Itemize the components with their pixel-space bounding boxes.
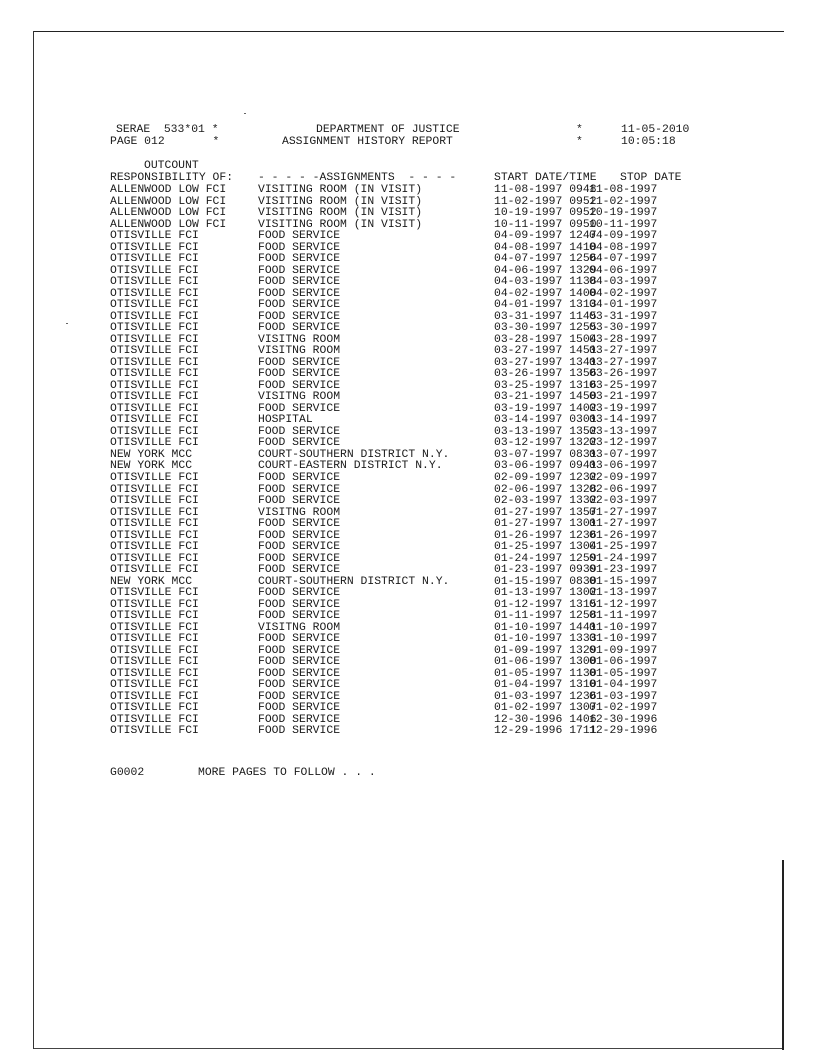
header-star: * (576, 136, 583, 148)
stop-date-cell: 03-07-1997 (589, 448, 658, 461)
responsibility-cell: NEW YORK MCC (110, 575, 193, 588)
report-date: 11-05-2010 (621, 124, 690, 136)
assignment-cell: FOOD SERVICE (258, 483, 341, 496)
start-datetime-cell: 04-02-1997 1400 (494, 287, 597, 300)
stop-date-cell: 03-06-1997 (589, 460, 658, 473)
stop-date-cell: 01-10-1997 (589, 633, 658, 646)
responsibility-cell: OTISVILLE FCI (110, 287, 199, 300)
responsibility-cell: OTISVILLE FCI (110, 552, 199, 565)
responsibility-cell: OTISVILLE FCI (110, 264, 199, 277)
responsibility-cell: OTISVILLE FCI (110, 356, 199, 369)
responsibility-cell: OTISVILLE FCI (110, 333, 199, 346)
responsibility-cell: OTISVILLE FCI (110, 345, 199, 358)
responsibility-cell: OTISVILLE FCI (110, 644, 199, 657)
stop-date-cell: 01-05-1997 (589, 667, 658, 680)
assignment-cell: FOOD SERVICE (258, 541, 341, 554)
start-datetime-cell: 03-21-1997 1450 (494, 391, 597, 404)
responsibility-cell: OTISVILLE FCI (110, 598, 199, 611)
responsibility-cell: ALLENWOOD LOW FCI (110, 207, 227, 220)
responsibility-cell: OTISVILLE FCI (110, 241, 199, 254)
footer-code: G0002 (110, 767, 145, 779)
assignment-cell: FOOD SERVICE (258, 276, 341, 289)
stop-date-cell: 01-04-1997 (589, 679, 658, 692)
start-datetime-cell: 04-03-1997 1138 (494, 276, 597, 289)
start-datetime-cell: 01-02-1997 1307 (494, 702, 597, 715)
stop-date-cell: 01-11-1997 (589, 610, 658, 623)
stop-date-cell: 03-27-1997 (589, 356, 658, 369)
stop-date-cell: 04-01-1997 (589, 299, 658, 312)
stop-date-cell: 01-27-1997 (589, 518, 658, 531)
assignment-cell: FOOD SERVICE (258, 472, 341, 484)
assignment-cell: FOOD SERVICE (258, 529, 341, 542)
assignment-cell: VISITNG ROOM (258, 333, 341, 346)
responsibility-cell: OTISVILLE FCI (110, 391, 199, 404)
page-border-right (782, 860, 784, 1050)
stop-date-cell: 01-09-1997 (589, 644, 658, 657)
assignment-cell: VISITING ROOM (IN VISIT) (258, 195, 423, 208)
responsibility-cell: OTISVILLE FCI (110, 472, 199, 484)
assignment-cell: COURT-EASTERN DISTRICT N.Y. (258, 460, 443, 473)
start-datetime-cell: 01-12-1997 1315 (494, 598, 597, 611)
start-datetime-cell: 03-30-1997 1255 (494, 322, 597, 335)
stop-date-cell: 04-02-1997 (589, 287, 658, 300)
assignment-cell: FOOD SERVICE (258, 299, 341, 312)
stop-date-cell: 04-09-1997 (589, 230, 658, 243)
stop-date-cell: 10-19-1997 (589, 207, 658, 220)
stop-date-cell: 03-28-1997 (589, 333, 658, 346)
responsibility-cell: ALLENWOOD LOW FCI (110, 218, 227, 231)
assignment-cell: COURT-SOUTHERN DISTRICT N.Y. (258, 575, 450, 588)
start-datetime-cell: 01-06-1997 1300 (494, 656, 597, 669)
start-datetime-cell: 01-23-1997 0939 (494, 564, 597, 577)
assignment-cell: FOOD SERVICE (258, 402, 341, 415)
start-datetime-cell: 11-08-1997 0948 (494, 184, 597, 196)
stop-date-cell: 03-13-1997 (589, 425, 658, 438)
stop-date-cell: 12-29-1996 (589, 725, 658, 738)
start-datetime-cell: 04-08-1997 1410 (494, 241, 597, 254)
start-datetime-cell: 03-06-1997 0941 (494, 460, 597, 473)
assignment-cell: FOOD SERVICE (258, 310, 341, 323)
responsibility-cell: OTISVILLE FCI (110, 506, 199, 519)
stop-date-cell: 03-12-1997 (589, 437, 658, 450)
assignment-cell: FOOD SERVICE (258, 644, 341, 657)
start-datetime-cell: 01-26-1997 1236 (494, 529, 597, 542)
responsibility-cell: OTISVILLE FCI (110, 587, 199, 600)
start-datetime-cell: 01-13-1997 1302 (494, 587, 597, 600)
assignment-cell: FOOD SERVICE (258, 379, 341, 392)
stop-date-cell: 01-02-1997 (589, 702, 658, 715)
assignment-cell: FOOD SERVICE (258, 425, 341, 438)
responsibility-cell: OTISVILLE FCI (110, 529, 199, 542)
assignment-cell: VISITNG ROOM (258, 621, 341, 634)
page-border-left (33, 31, 34, 1049)
start-datetime-cell: 04-01-1997 1313 (494, 299, 597, 312)
scan-speck (66, 323, 68, 324)
responsibility-cell: OTISVILLE FCI (110, 276, 199, 289)
start-datetime-cell: 03-31-1997 1145 (494, 310, 597, 323)
start-datetime-cell: 01-25-1997 1304 (494, 541, 597, 554)
assignment-cell: VISITNG ROOM (258, 506, 341, 519)
stop-date-cell: 03-14-1997 (589, 414, 658, 427)
stop-date-cell: 02-06-1997 (589, 483, 658, 496)
assignment-cell: FOOD SERVICE (258, 610, 341, 623)
responsibility-cell: OTISVILLE FCI (110, 725, 199, 738)
stop-date-cell: 01-15-1997 (589, 575, 658, 588)
start-header: START DATE/TIME (494, 172, 597, 184)
stop-date-cell: 02-09-1997 (589, 472, 658, 484)
assignment-cell: FOOD SERVICE (258, 241, 341, 254)
assignment-cell: FOOD SERVICE (258, 253, 341, 266)
footer-line (110, 767, 376, 780)
responsibility-cell: OTISVILLE FCI (110, 541, 199, 554)
responsibility-cell: ALLENWOOD LOW FCI (110, 184, 227, 196)
responsibility-cell: OTISVILLE FCI (110, 437, 199, 450)
start-datetime-cell: 01-05-1997 1130 (494, 667, 597, 680)
stop-date-cell: 10-11-1997 (589, 218, 658, 231)
responsibility-cell: ALLENWOOD LOW FCI (110, 195, 227, 208)
assignment-cell: FOOD SERVICE (258, 702, 341, 715)
assignment-cell: FOOD SERVICE (258, 322, 341, 335)
page-border-top (34, 31, 784, 32)
responsibility-cell: OTISVILLE FCI (110, 483, 199, 496)
report-title: ASSIGNMENT HISTORY REPORT (282, 136, 453, 148)
stop-date-cell: 01-10-1997 (589, 621, 658, 634)
assignment-cell: FOOD SERVICE (258, 587, 341, 600)
start-datetime-cell: 03-27-1997 1451 (494, 345, 597, 358)
assignment-cell: FOOD SERVICE (258, 633, 341, 646)
assignment-cell: FOOD SERVICE (258, 437, 341, 450)
start-datetime-cell: 12-30-1996 1406 (494, 713, 597, 726)
stop-date-cell: 01-06-1997 (589, 656, 658, 669)
stop-date-cell: 01-24-1997 (589, 552, 658, 565)
responsibility-cell: OTISVILLE FCI (110, 667, 199, 680)
department-name: DEPARTMENT OF JUSTICE (316, 124, 460, 136)
responsibility-cell: OTISVILLE FCI (110, 253, 199, 266)
responsibility-cell: OTISVILLE FCI (110, 368, 199, 381)
start-datetime-cell: 11-02-1997 0952 (494, 195, 597, 208)
stop-date-cell: 02-03-1997 (589, 495, 658, 508)
responsibility-cell: OTISVILLE FCI (110, 621, 199, 634)
responsibility-cell: OTISVILLE FCI (110, 702, 199, 715)
start-datetime-cell: 10-19-1997 0952 (494, 207, 597, 220)
assignment-cell: FOOD SERVICE (258, 667, 341, 680)
responsibility-cell: OTISVILLE FCI (110, 230, 199, 243)
assignment-cell: VISITNG ROOM (258, 345, 341, 358)
start-datetime-cell: 01-03-1997 1236 (494, 690, 597, 703)
assignment-cell: VISITING ROOM (IN VISIT) (258, 207, 423, 220)
start-datetime-cell: 03-07-1997 0831 (494, 448, 597, 461)
assignment-cell: FOOD SERVICE (258, 495, 341, 508)
assignment-cell: FOOD SERVICE (258, 230, 341, 243)
more-pages-note: MORE PAGES TO FOLLOW . . . (198, 767, 376, 779)
responsibility-cell: NEW YORK MCC (110, 460, 193, 473)
start-datetime-cell: 01-11-1997 1258 (494, 610, 597, 623)
assignments-header: - - - - -ASSIGNMENTS - - - - (258, 172, 457, 184)
assignment-cell: FOOD SERVICE (258, 725, 341, 738)
responsibility-cell: OTISVILLE FCI (110, 518, 199, 531)
start-datetime-cell: 01-10-1997 1333 (494, 633, 597, 646)
responsibility-cell: OTISVILLE FCI (110, 690, 199, 703)
responsibility-cell: OTISVILLE FCI (110, 414, 199, 427)
assignment-cell: HOSPITAL (258, 414, 313, 427)
responsibility-cell: OTISVILLE FCI (110, 713, 199, 726)
stop-date-cell: 01-03-1997 (589, 690, 658, 703)
assignment-cell: FOOD SERVICE (258, 690, 341, 703)
stop-date-cell: 01-12-1997 (589, 598, 658, 611)
stop-date-cell: 03-19-1997 (589, 402, 658, 415)
start-datetime-cell: 10-11-1997 0950 (494, 218, 597, 231)
start-datetime-cell: 01-04-1997 1310 (494, 679, 597, 692)
responsibility-header: RESPONSIBILITY OF: (110, 172, 234, 184)
stop-date-cell: 11-08-1997 (589, 184, 658, 196)
start-datetime-cell: 01-15-1997 0830 (494, 575, 597, 588)
responsibility-cell: OTISVILLE FCI (110, 310, 199, 323)
responsibility-cell: OTISVILLE FCI (110, 564, 199, 577)
responsibility-cell: OTISVILLE FCI (110, 379, 199, 392)
responsibility-cell: OTISVILLE FCI (110, 633, 199, 646)
header-star: * (576, 124, 583, 136)
header-line-2 (110, 136, 676, 149)
responsibility-cell: OTISVILLE FCI (110, 299, 199, 312)
assignment-cell: FOOD SERVICE (258, 598, 341, 611)
stop-date-cell: 03-26-1997 (589, 368, 658, 381)
responsibility-cell: OTISVILLE FCI (110, 656, 199, 669)
responsibility-cell: OTISVILLE FCI (110, 610, 199, 623)
start-datetime-cell: 03-28-1997 1504 (494, 333, 597, 346)
responsibility-cell: OTISVILLE FCI (110, 322, 199, 335)
assignment-cell: FOOD SERVICE (258, 713, 341, 726)
stop-date-cell: 04-07-1997 (589, 253, 658, 266)
stop-date-cell: 11-02-1997 (589, 195, 658, 208)
outcount-label: OUTCOUNT (144, 160, 199, 172)
start-datetime-cell: 02-06-1997 1328 (494, 483, 597, 496)
start-datetime-cell: 01-24-1997 1259 (494, 552, 597, 565)
start-datetime-cell: 03-12-1997 1322 (494, 437, 597, 450)
start-datetime-cell: 03-25-1997 1316 (494, 379, 597, 392)
stop-date-cell: 04-06-1997 (589, 264, 658, 277)
start-datetime-cell: 02-03-1997 1332 (494, 495, 597, 508)
page-border-bottom (34, 1048, 782, 1049)
responsibility-cell: OTISVILLE FCI (110, 495, 199, 508)
scan-speck (244, 113, 246, 114)
responsibility-cell: NEW YORK MCC (110, 448, 193, 461)
start-datetime-cell: 04-09-1997 1247 (494, 230, 597, 243)
responsibility-cell: OTISVILLE FCI (110, 425, 199, 438)
start-datetime-cell: 01-10-1997 1441 (494, 621, 597, 634)
stop-date-cell: 01-23-1997 (589, 564, 658, 577)
stop-date-cell: 04-03-1997 (589, 276, 658, 289)
stop-header: STOP DATE (620, 172, 682, 184)
assignment-cell: VISITNG ROOM (258, 391, 341, 404)
assignment-cell: FOOD SERVICE (258, 264, 341, 277)
assignment-cell: FOOD SERVICE (258, 679, 341, 692)
assignment-cell: FOOD SERVICE (258, 287, 341, 300)
start-datetime-cell: 01-27-1997 1357 (494, 506, 597, 519)
assignment-cell: FOOD SERVICE (258, 564, 341, 577)
assignment-cell: VISITING ROOM (IN VISIT) (258, 184, 423, 196)
start-datetime-cell: 12-29-1996 1711 (494, 725, 597, 738)
assignment-cell: COURT-SOUTHERN DISTRICT N.Y. (258, 448, 450, 461)
stop-date-cell: 01-25-1997 (589, 541, 658, 554)
stop-date-cell: 01-13-1997 (589, 587, 658, 600)
start-datetime-cell: 04-06-1997 1329 (494, 264, 597, 277)
report-id: SERAE 533*01 * (116, 124, 219, 136)
stop-date-cell: 04-08-1997 (589, 241, 658, 254)
start-datetime-cell: 03-19-1997 1402 (494, 402, 597, 415)
stop-date-cell: 03-31-1997 (589, 310, 658, 323)
start-datetime-cell: 01-09-1997 1329 (494, 644, 597, 657)
assignment-cell: FOOD SERVICE (258, 518, 341, 531)
stop-date-cell: 01-27-1997 (589, 506, 658, 519)
page-number: PAGE 012 * (110, 136, 220, 148)
start-datetime-cell: 03-14-1997 0301 (494, 414, 597, 427)
start-datetime-cell: 03-26-1997 1356 (494, 368, 597, 381)
stop-date-cell: 12-30-1996 (589, 713, 658, 726)
assignment-cell: FOOD SERVICE (258, 656, 341, 669)
responsibility-cell: OTISVILLE FCI (110, 679, 199, 692)
stop-date-cell: 03-25-1997 (589, 379, 658, 392)
assignment-cell: FOOD SERVICE (258, 368, 341, 381)
assignment-cell: FOOD SERVICE (258, 356, 341, 369)
start-datetime-cell: 01-27-1997 1301 (494, 518, 597, 531)
start-datetime-cell: 02-09-1997 1232 (494, 472, 597, 484)
responsibility-cell: OTISVILLE FCI (110, 402, 199, 415)
assignment-cell: FOOD SERVICE (258, 552, 341, 565)
assignment-cell: VISITING ROOM (IN VISIT) (258, 218, 423, 231)
report-time: 10:05:18 (621, 136, 676, 148)
stop-date-cell: 03-27-1997 (589, 345, 658, 358)
start-datetime-cell: 03-27-1997 1341 (494, 356, 597, 369)
stop-date-cell: 01-26-1997 (589, 529, 658, 542)
start-datetime-cell: 04-07-1997 1256 (494, 253, 597, 266)
stop-date-cell: 03-21-1997 (589, 391, 658, 404)
start-datetime-cell: 03-13-1997 1352 (494, 425, 597, 438)
stop-date-cell: 03-30-1997 (589, 322, 658, 335)
